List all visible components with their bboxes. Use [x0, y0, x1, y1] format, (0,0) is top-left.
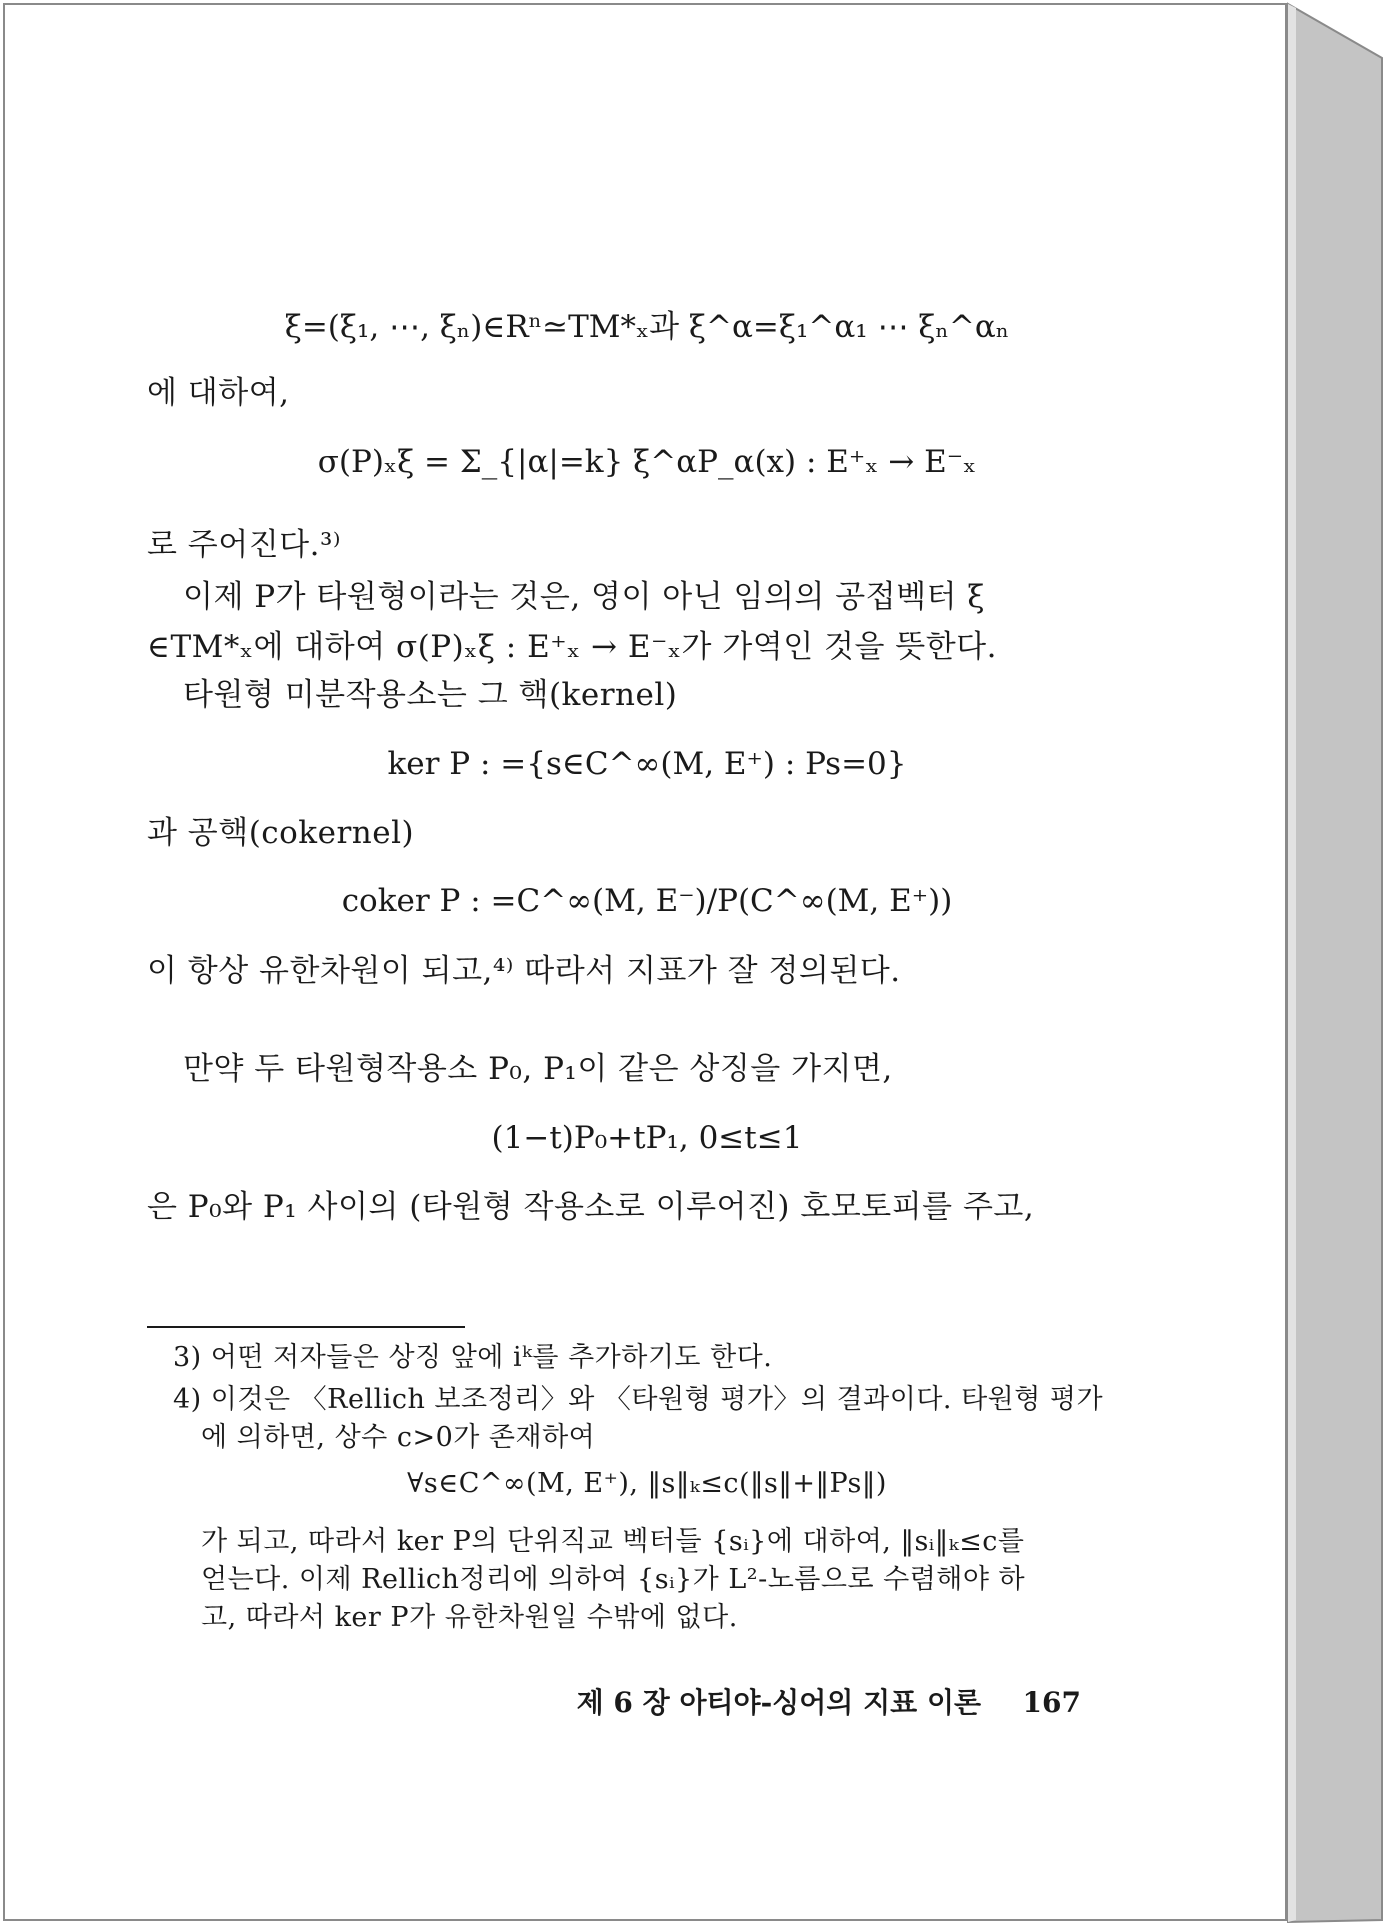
- footnote-equation: ∀s∈C^∞(M, E⁺), ‖s‖ₖ≤c(‖s‖+‖Ps‖): [407, 1468, 887, 1499]
- running-footer: [577, 1685, 1081, 1721]
- footnote-line: 에 의하면, 상수 c>0가 존재하여: [201, 1422, 596, 1453]
- footnote-3: 3) 어떤 저자들은 상징 앞에 iᵏ를 추가하기도 한다.: [173, 1342, 773, 1373]
- paragraph-line: 에 대하여,: [147, 375, 290, 411]
- footnote-line: 가 되고, 따라서 ker P의 단위직교 벡터들 {sᵢ}에 대하여, ‖sᵢ‖ₖ≤c를: [201, 1526, 1025, 1557]
- paragraph-line: 로 주어진다.³⁾: [147, 527, 341, 563]
- paragraph-line: 만약 두 타원형작용소 P₀, P₁이 같은 상징을 가지면,: [183, 1051, 893, 1087]
- equation-kernel: ker P : ={s∈C^∞(M, E⁺) : Ps=0}: [387, 746, 907, 782]
- equation-cokernel: coker P : =C^∞(M, E⁻)/P(C^∞(M, E⁺)): [341, 883, 953, 919]
- book-page: [3, 3, 1287, 1921]
- equation-homotopy: (1−t)P₀+tP₁, 0≤t≤1: [491, 1120, 803, 1156]
- page-number: 167: [1022, 1686, 1081, 1719]
- footnote-4: 4) 이것은 〈Rellich 보조정리〉와 〈타원형 평가〉의 결과이다. 타원형 평가: [173, 1384, 1104, 1415]
- paragraph-line: 과 공핵(cokernel): [147, 815, 415, 851]
- equation-symbol: σ(P)ₓξ = Σ_{|α|=k} ξ^αP_α(x) : E⁺ₓ → E⁻ₓ: [317, 444, 977, 480]
- chapter-title: 제 6 장 아티야-싱어의 지표 이론: [576, 1686, 982, 1719]
- equation-covector: ξ=(ξ₁, ⋯, ξₙ)∈Rⁿ≃TM*ₓ과 ξ^α=ξ₁^α₁ ⋯ ξₙ^αₙ: [284, 309, 1010, 345]
- footnote-line: 고, 따라서 ker P가 유한차원일 수밖에 없다.: [201, 1602, 738, 1633]
- paragraph-line: 이제 P가 타원형이라는 것은, 영이 아닌 임의의 공접벡터 ξ: [183, 579, 985, 615]
- paragraph-line: 이 항상 유한차원이 되고,⁴⁾ 따라서 지표가 잘 정의된다.: [147, 953, 901, 989]
- paragraph-line: 타원형 미분작용소는 그 핵(kernel): [183, 677, 678, 713]
- footnote-line: 얻는다. 이제 Rellich정리에 의하여 {sᵢ}가 L²-노름으로 수렴해야 하: [201, 1564, 1026, 1595]
- footnote-divider: [147, 1326, 465, 1328]
- paragraph-line: ∈TM*ₓ에 대하여 σ(P)ₓξ : E⁺ₓ → E⁻ₓ가 가역인 것을 뜻한다.: [147, 629, 997, 665]
- book-edge: [1282, 0, 1386, 1926]
- paragraph-line: 은 P₀와 P₁ 사이의 (타원형 작용소로 이루어진) 호모토피를 주고,: [147, 1189, 1035, 1225]
- page-body: [5, 5, 1289, 1923]
